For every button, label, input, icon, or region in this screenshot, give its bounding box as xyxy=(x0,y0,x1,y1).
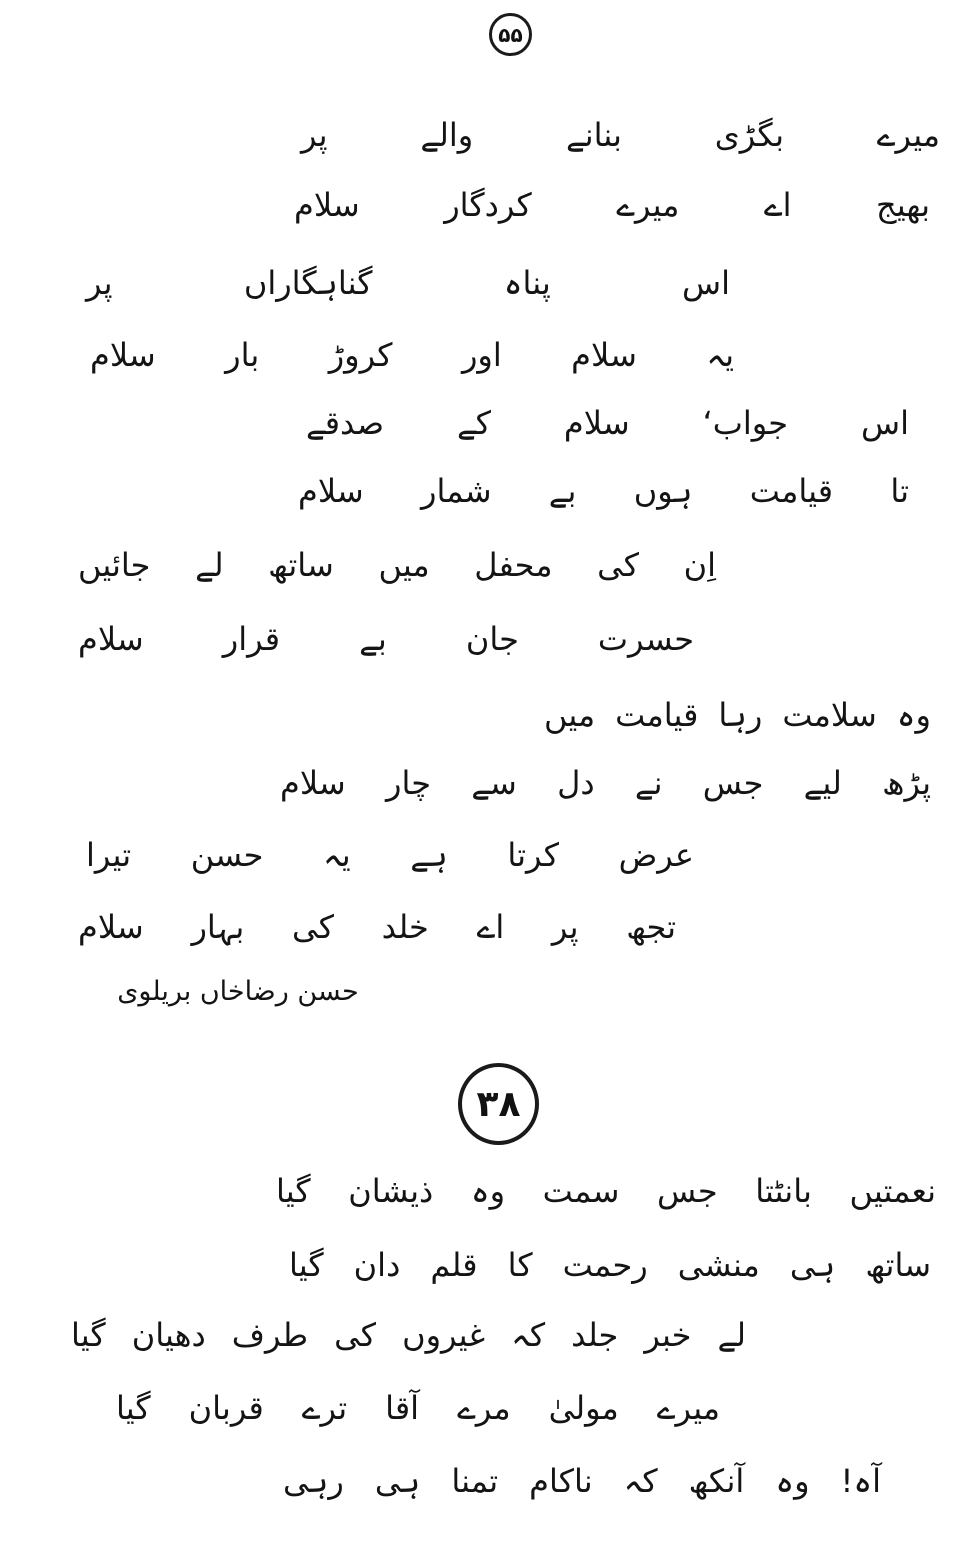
salaam-poem-line: تجھ پر اے خلد کی بہار سلام xyxy=(78,908,676,946)
salaam-poem-line: پڑھ لیے جس نے دل سے چار سلام xyxy=(280,764,931,802)
second-poem-line: لے خبر جلد کہ غیروں کی طرف دھیان گیا xyxy=(71,1316,746,1354)
salaam-poem-line: اس جواب‘ سلام کے صدقے xyxy=(306,404,909,442)
second-poem-line: میرے مولیٰ مرے آقا ترے قربان گیا xyxy=(116,1389,720,1427)
second-poem-line: ساتھ ہی منشی رحمت کا قلم دان گیا xyxy=(289,1246,931,1284)
salaam-poem-line: عرض کرتا ہے یہ حسن تیرا xyxy=(86,836,694,874)
salaam-poem-line: یہ سلام اور کروڑ بار سلام xyxy=(90,336,734,374)
salaam-poem-line: بھیج اے میرے کردگار سلام xyxy=(294,186,930,224)
page-number-badge xyxy=(489,13,532,56)
salaam-poem-line: اِن کی محفل میں ساتھ لے جائیں xyxy=(78,546,716,584)
second-poem-line: آہ! وہ آنکھ کہ ناکام تمنا ہی رہی xyxy=(283,1462,881,1500)
salaam-poem-line: تا قیامت ہوں بے شمار سلام xyxy=(298,472,909,510)
page-number: ۵۵ xyxy=(498,22,523,47)
section-number: ۳۸ xyxy=(476,1083,521,1125)
salaam-poem-line: میرے بگڑی بنانے والے پر xyxy=(301,116,940,154)
salaam-poem-line: حسرت جان بے قرار سلام xyxy=(78,620,694,658)
salaam-poem-line: وہ سلامت رہا قیامت میں xyxy=(544,696,931,734)
salaam-poem-line: اس پناہ گناہگاراں پر xyxy=(86,264,730,302)
section-number-badge xyxy=(458,1063,539,1145)
second-poem-line: نعمتیں بانٹتا جس سمت وہ ذیشان گیا xyxy=(276,1172,936,1210)
poet-attribution: حسن رضاخاں بریلوی xyxy=(117,976,359,1007)
